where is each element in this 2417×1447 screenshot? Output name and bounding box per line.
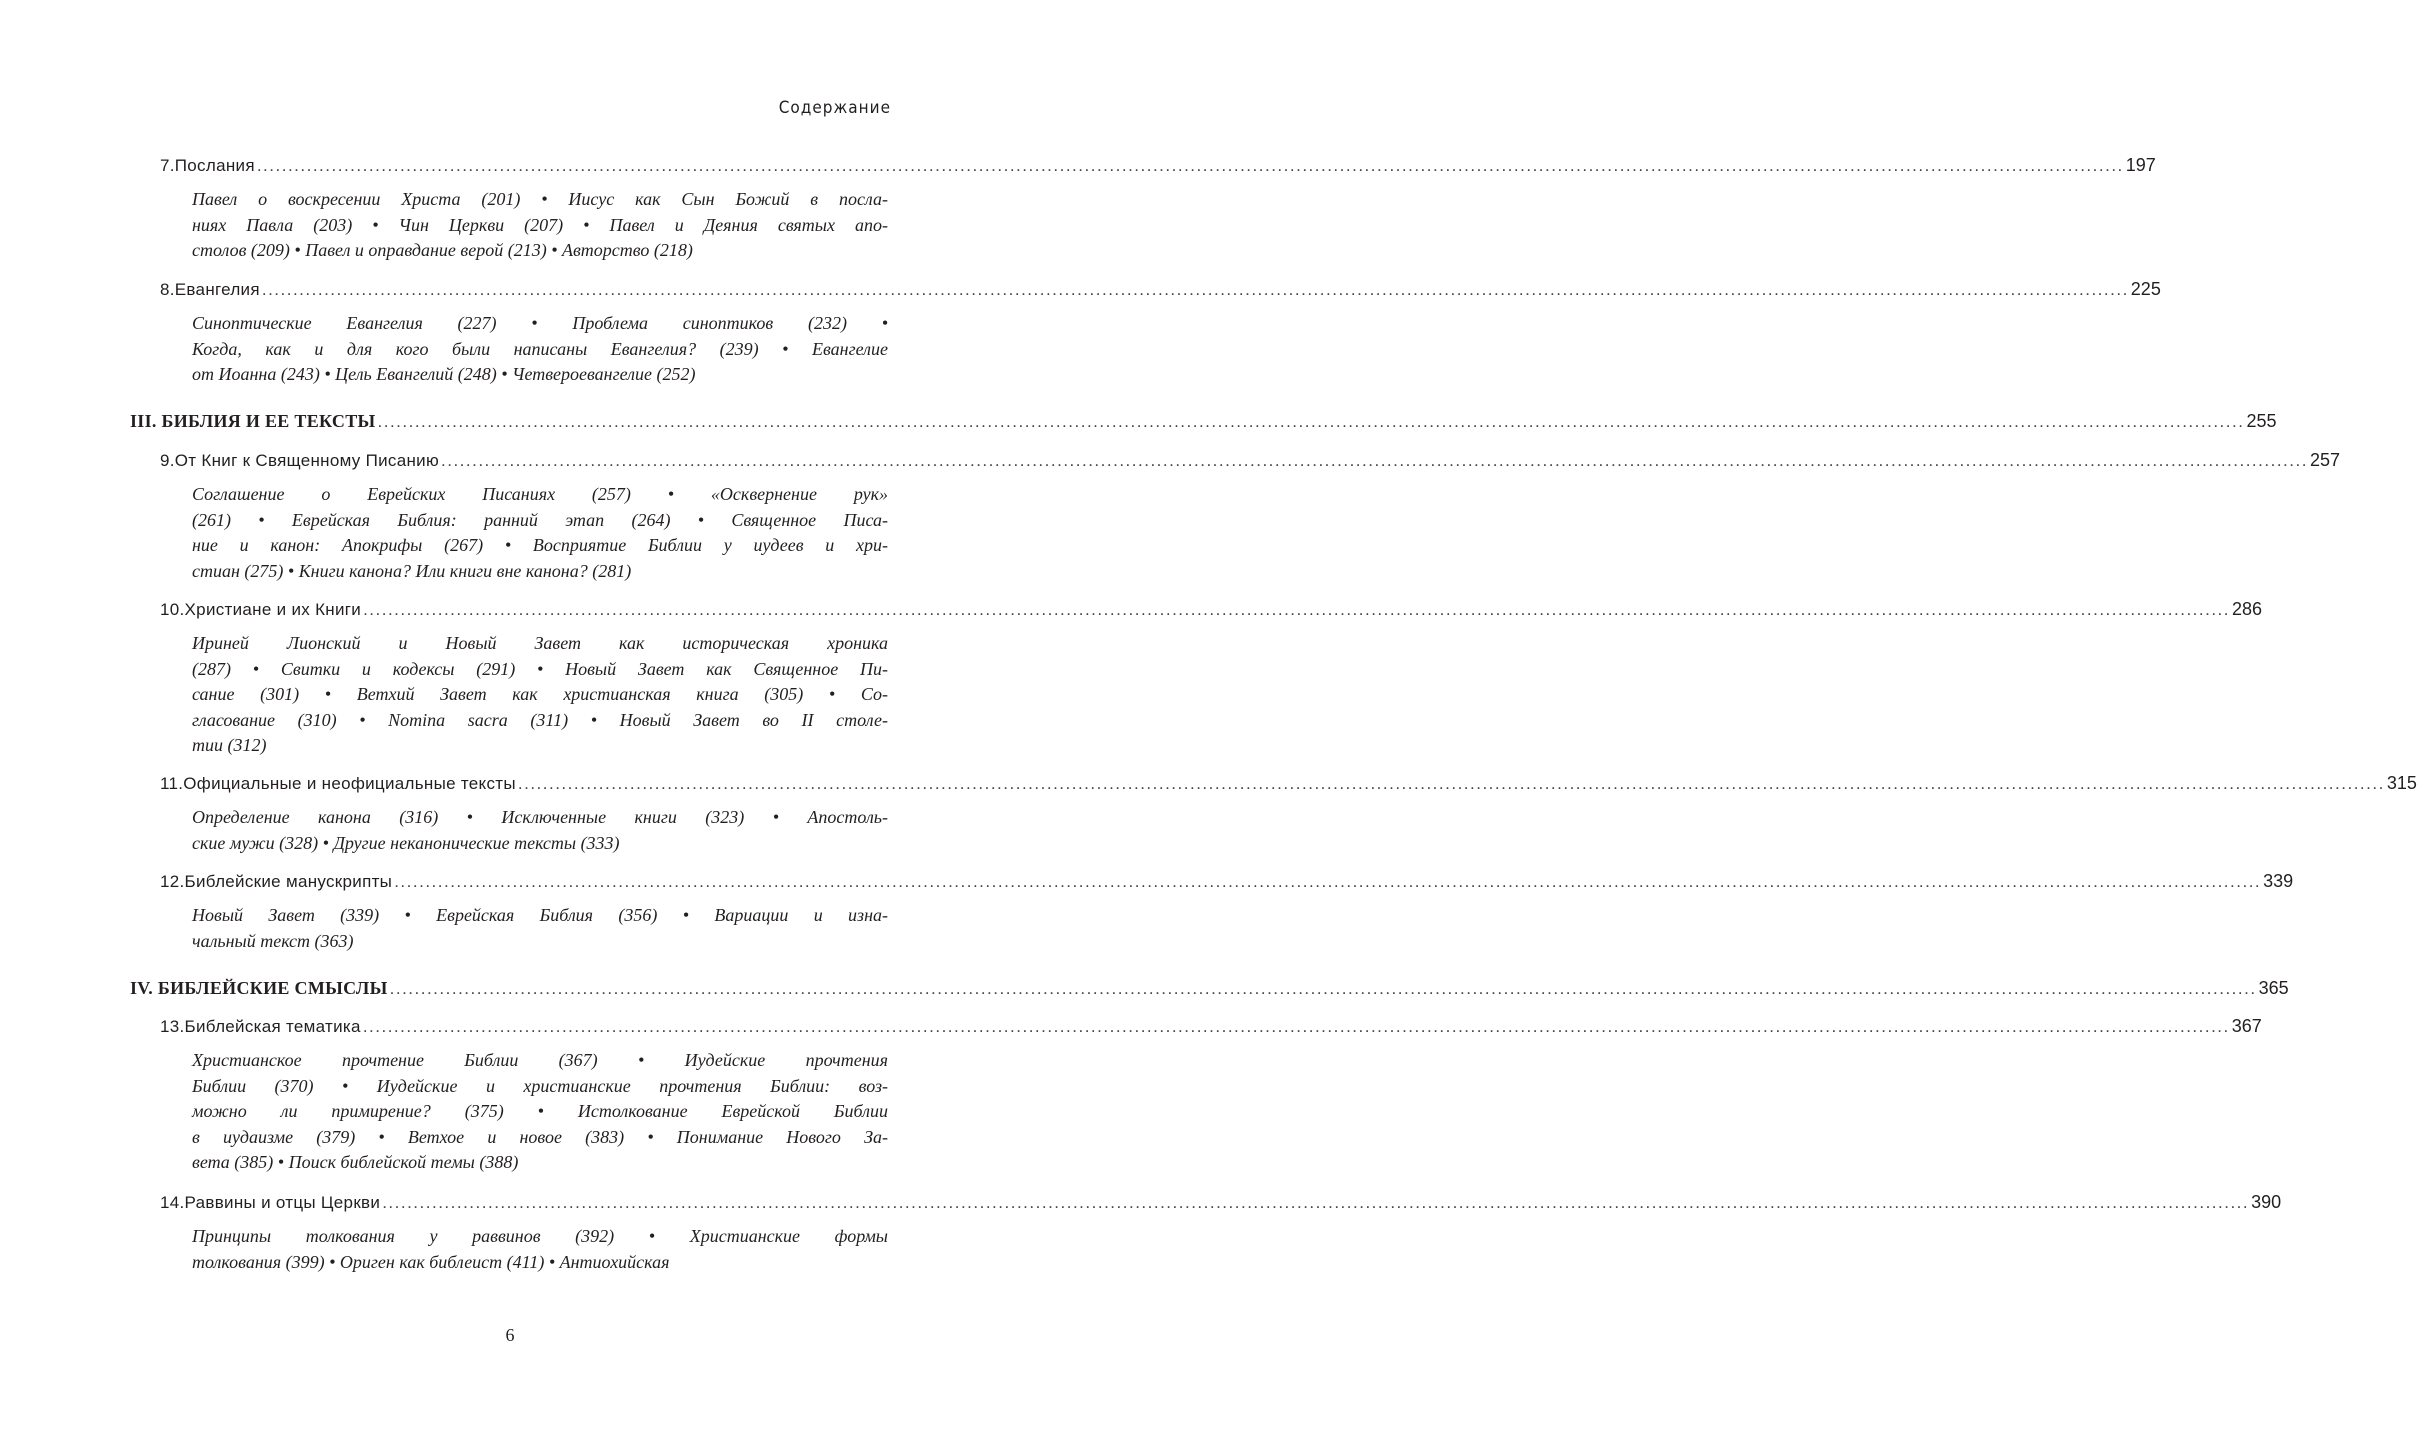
entry-page: 315	[2386, 773, 2417, 793]
entry-subtopics	[192, 311, 888, 388]
subtopic-line: Библии (370) • Иудейские и христианские прочтения Библии: воз-	[192, 1075, 888, 1096]
entry-title: Христиане и их Книги	[184, 600, 362, 619]
dot-leader: ............................................................................................................................................................................................................................................................................................................	[517, 774, 2385, 793]
entry-title: Послания	[174, 156, 255, 175]
entry-title: От Книг к Священному Писанию	[174, 451, 439, 470]
entry-subtopics	[192, 1224, 888, 1275]
toc-section	[130, 411, 2277, 436]
toc-entry-heading	[130, 978, 2289, 1003]
dot-leader: ............................................................................................................................................................................................................................................................................................................	[394, 872, 2262, 891]
dot-leader: ............................................................................................................................................................................................................................................................................................................	[382, 1193, 2250, 1212]
subtopic-line: толкования (399) • Ориген как библеист (411) • Антиохийская	[192, 1251, 670, 1272]
entry-title: Евангелия	[174, 280, 260, 299]
subtopic-line: вета (385) • Поиск библейской темы (388)	[192, 1152, 519, 1172]
entry-title: Раввины и отцы Церкви	[184, 1193, 381, 1212]
entry-page: 365	[2258, 978, 2289, 998]
subtopic-line: можно ли примирение? (375) • Истолкование Еврейской Библии	[192, 1101, 888, 1121]
toc-entry-heading	[130, 155, 2156, 180]
subtopic-line: Новый Завет (339) • Еврейская Библия (356) • Вариации и изна-	[192, 905, 888, 925]
dot-leader: ............................................................................................................................................................................................................................................................................................................	[377, 412, 2245, 431]
dot-leader: ............................................................................................................................................................................................................................................................................................................	[389, 979, 2257, 998]
entry-page: 367	[2231, 1016, 2262, 1036]
entry-subtopics	[192, 482, 888, 584]
entry-subtopics	[192, 187, 888, 264]
toc-chapter	[130, 599, 2263, 759]
subtopic-line: сание (301) • Ветхий Завет как христианская книга (305) • Со-	[192, 684, 888, 704]
subtopic-line: (287) • Свитки и кодексы (291) • Новый Завет как Священное Пи-	[192, 658, 888, 679]
entry-title: Библейские манускрипты	[184, 872, 393, 891]
toc-chapter	[130, 871, 2294, 954]
subtopic-line: Ириней Лионский и Новый Завет как историческая хроника	[192, 633, 888, 653]
entry-page: 339	[2263, 871, 2294, 891]
toc-entry-heading	[130, 1192, 2282, 1217]
toc-entry-heading	[130, 599, 2263, 624]
dot-leader: ............................................................................................................................................................................................................................................................................................................	[441, 451, 2308, 470]
subtopic-line: Синоптические Евангелия (227) • Проблема синоптиков (232) •	[192, 313, 888, 333]
entry-subtopics	[192, 1048, 888, 1176]
entry-page: 225	[2130, 279, 2161, 299]
chapter-number: 12.	[160, 872, 185, 891]
page-number: 6	[505, 1325, 515, 1345]
subtopic-line: Когда, как и для кого были написаны Евангелия? (239) • Евангелие	[192, 338, 888, 359]
toc-entry-heading	[130, 411, 2277, 436]
toc-entry-heading	[130, 1016, 2262, 1041]
subtopic-line: ние и канон: Апокрифы (267) • Восприятие Библии у иудеев и хри-	[192, 535, 888, 555]
subtopic-line: Соглашение о Еврейских Писаниях (257) • «Осквернение рук»	[192, 484, 888, 504]
toc-chapter	[130, 155, 2156, 264]
chapter-number: 14.	[160, 1193, 185, 1212]
subtopic-line: ские мужи (328) • Другие неканонические тексты (333)	[192, 832, 620, 853]
dot-leader: ............................................................................................................................................................................................................................................................................................................	[362, 1017, 2230, 1036]
toc-chapter	[130, 773, 2417, 856]
dot-leader: ............................................................................................................................................................................................................................................................................................................	[363, 600, 2231, 619]
chapter-number: 9.	[160, 451, 175, 470]
entry-subtopics	[192, 805, 888, 856]
chapter-number: 11.	[160, 774, 184, 793]
entry-subtopics	[192, 631, 888, 759]
subtopic-line: Павел о воскресении Христа (201) • Иисус как Сын Божий в посла-	[192, 189, 888, 209]
toc-entry-heading	[130, 871, 2294, 896]
subtopic-line: Христианское прочтение Библии (367) • Иудейские прочтения	[192, 1050, 888, 1070]
subtopic-line: чальный текст (363)	[192, 930, 354, 951]
entry-page: 197	[2125, 155, 2156, 175]
entry-page: 255	[2246, 411, 2277, 431]
subtopic-line: ниях Павла (203) • Чин Церкви (207) • Павел и Деяния святых апо-	[192, 214, 888, 235]
dot-leader: ............................................................................................................................................................................................................................................................................................................	[261, 280, 2129, 299]
entry-page: 390	[2251, 1192, 2282, 1212]
subtopic-line: в иудаизме (379) • Ветхое и новое (383) • Понимание Нового За-	[192, 1126, 888, 1147]
subtopic-line: Определение канона (316) • Исключенные книги (323) • Апостоль-	[192, 807, 888, 827]
toc-chapter	[130, 1016, 2262, 1176]
chapter-number: 7.	[160, 156, 175, 175]
subtopic-line: гласование (310) • Nomina sacra (311) • Новый Завет во II столе-	[192, 709, 888, 730]
subtopic-line: Принципы толкования у раввинов (392) • Христианские формы	[192, 1226, 888, 1246]
subtopic-line: стиан (275) • Книги канона? Или книги вне канона? (281)	[192, 560, 632, 581]
toc-entry-heading	[130, 279, 2161, 304]
entry-title: IV. БИБЛЕЙСКИЕ СМЫСЛЫ	[130, 978, 388, 998]
toc-entry-heading	[130, 773, 2417, 798]
entry-title: Библейская тематика	[184, 1017, 361, 1036]
subtopic-line: от Иоанна (243) • Цель Евангелий (248) • Четвероевангелие (252)	[192, 364, 696, 384]
entry-title: III. БИБЛИЯ И ЕЕ ТЕКСТЫ	[130, 411, 376, 431]
entry-subtopics	[192, 903, 888, 954]
entry-page: 286	[2232, 599, 2263, 619]
toc-entry-heading	[130, 450, 2340, 475]
entry-page: 257	[2309, 450, 2340, 470]
toc-chapter	[130, 1192, 2282, 1275]
chapter-number: 8.	[160, 280, 175, 299]
toc-chapter	[130, 279, 2161, 388]
subtopic-line: тии (312)	[192, 735, 267, 755]
subtopic-line: (261) • Еврейская Библия: ранний этап (264) • Священное Писа-	[192, 509, 888, 530]
toc-section	[130, 978, 2289, 1003]
dot-leader: ............................................................................................................................................................................................................................................................................................................	[256, 156, 2124, 175]
entry-title: Официальные и неофициальные тексты	[183, 774, 516, 793]
subtopic-line: столов (209) • Павел и оправдание верой (213) • Авторство (218)	[192, 240, 693, 260]
running-header: Содержание	[778, 98, 891, 118]
chapter-number: 13.	[160, 1017, 185, 1036]
chapter-number: 10.	[160, 600, 185, 619]
toc-chapter	[130, 450, 2340, 584]
